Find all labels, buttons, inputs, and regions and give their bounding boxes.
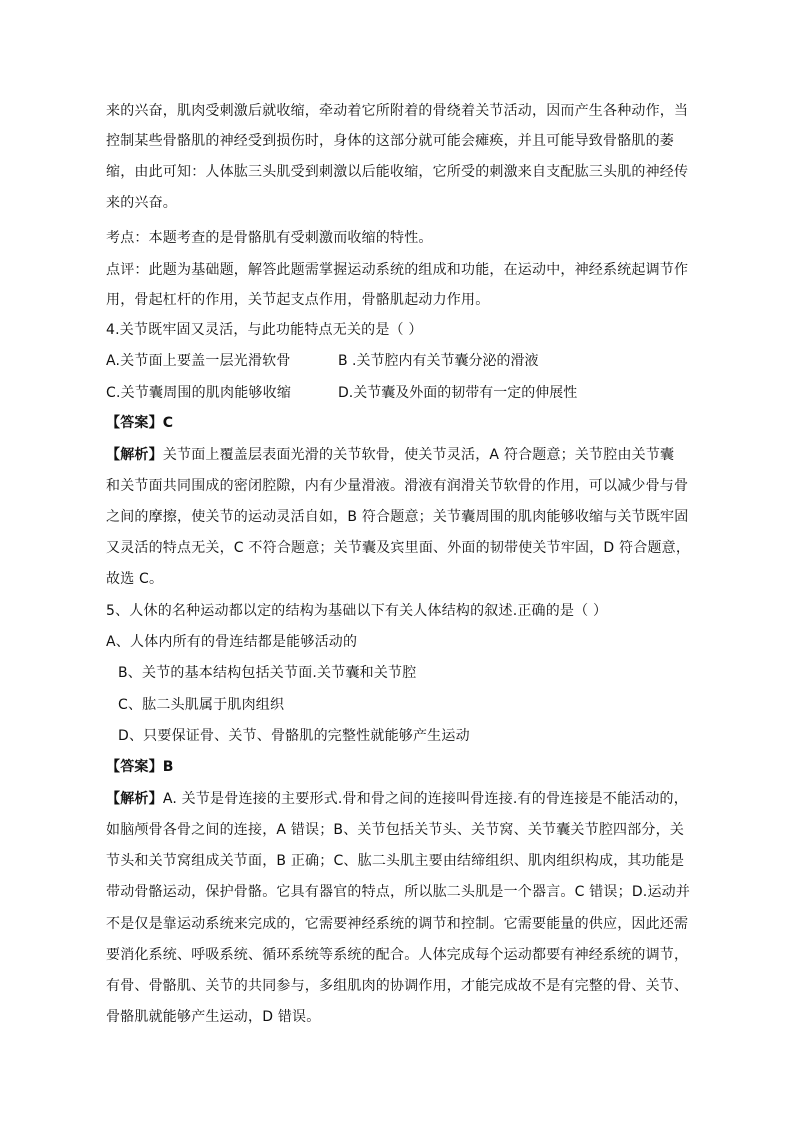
question-4-answer: 【答案】C [106, 415, 174, 431]
question-5-analysis-line: 带动骨骼运动，保护骨骼。它具有器官的特点，所以肱二头肌是一个器言。C 错误；D.运动并 [106, 884, 691, 900]
question-4-stem: 4.关节既牢固又灵活，与此功能特点无关的是（ ） [106, 322, 423, 338]
question-5-option-b: B、关节的基本结构包括关节面.关节囊和关节腔 [118, 665, 417, 681]
question-4-option-b: B .关节腔内有关节囊分泌的滑液 [338, 353, 539, 369]
question-5-option-c: C、肱二头肌属于肌肉组织 [118, 697, 285, 713]
question-5-answer: 【答案】B [106, 759, 174, 775]
analysis-text: A. 关节是骨连接的主要形式.骨和骨之间的连接叫骨连接.有的骨连接是不能活动的， [162, 791, 688, 807]
analysis-label: 【解析】 [106, 447, 163, 463]
question-5-stem: 5、人休的名种运动都以定的结构为基础以下有关人体结构的叙述.正确的是（ ） [106, 603, 608, 619]
question-5-option-d: D、只要保证骨、关节、骨骼肌的完整性就能够产生运动 [118, 728, 470, 744]
question-4-option-d: D.关节囊及外面的韧带有一定的伸展性 [338, 385, 578, 401]
analysis-label: 【解析】 [106, 791, 163, 807]
paragraph-line: 来的兴奋。 [106, 195, 177, 211]
question-4-analysis-line: 故选 C。 [106, 571, 164, 587]
question-5-analysis-line: 节头和关节窝组成关节面，B 正确；C、肱二头肌主要由结缔组织、肌肉组织构成，其功能是 [106, 853, 685, 869]
comment-line: 点评：此题为基础题，解答此题需掌握运动系统的组成和功能，在运动中，神经系统起调节作 [106, 262, 689, 278]
question-4-analysis-line: 之间的摩擦，使关节的运动灵活自如，B 符合题意；关节囊周围的肌肉能够收缩与关节既牢固 [106, 509, 689, 525]
comment-line: 用，骨起杠杆的作用，关节起支点作用，骨骼肌起动力作用。 [106, 292, 490, 308]
question-5-analysis-line: 要消化系统、呼吸系统、循环系统等系统的配合。人体完成每个运动都要有神经系统的调节， [106, 947, 689, 963]
question-5-analysis-line [106, 789, 688, 809]
question-5-option-a: A、人体内所有的骨连结都是能够活动的 [106, 634, 358, 650]
question-4-analysis-line: 又灵活的特点无关，C 不符合题意；关节囊及宾里面、外面的韧带使关节牢固，D 符合题意， [106, 540, 691, 556]
paragraph-line: 缩，由此可知：人体肱三头肌受到刺激以后能收缩，它所受的刺激来自支配肱三头肌的神经传 [106, 164, 689, 180]
question-4-analysis-line [106, 445, 674, 465]
exam-point: 考点：本题考查的是骨骼肌有受刺激而收缩的特性。 [106, 230, 433, 246]
question-5-analysis-line: 有骨、骨骼肌、关节的共同参与，多组肌肉的协调作用，才能完成故不是有完整的骨、关节、 [106, 978, 689, 994]
question-4-option-a: A.关节面上要盖一层光滑软骨 [106, 353, 291, 369]
question-4-analysis-line: 和关节面共同围成的密闭腔隙，内有少量滑液。滑液有润滑关节软骨的作用，可以减少骨与骨 [106, 478, 689, 494]
question-5-analysis-line: 如脑颅骨各骨之间的连接，A 错误；B、关节包括关节头、关节窝、关节囊关节腔四部分，关 [106, 822, 685, 838]
question-5-analysis-line: 骨骼肌就能够产生运动，D 错误。 [106, 1009, 321, 1025]
question-4-option-c: C.关节囊周围的肌肉能够收缩 [106, 385, 292, 401]
paragraph-line: 来的兴奋，肌肉受刺激后就收缩，牵动着它所附着的骨绕着关节活动，因而产生各种动作，当 [106, 103, 689, 119]
question-5-analysis-line: 不是仅是靠运动系统来完成的，它需要神经系统的调节和控制。它需要能量的供应，因此还需 [106, 916, 689, 932]
analysis-text: 关节面上覆盖层表面光滑的关节软骨，使关节灵活，A 符合题意；关节腔由关节囊 [162, 447, 675, 463]
paragraph-line: 控制某些骨骼肌的神经受到损伤时，身体的这部分就可能会瘫痪，并且可能导致骨骼肌的萎 [106, 133, 674, 149]
